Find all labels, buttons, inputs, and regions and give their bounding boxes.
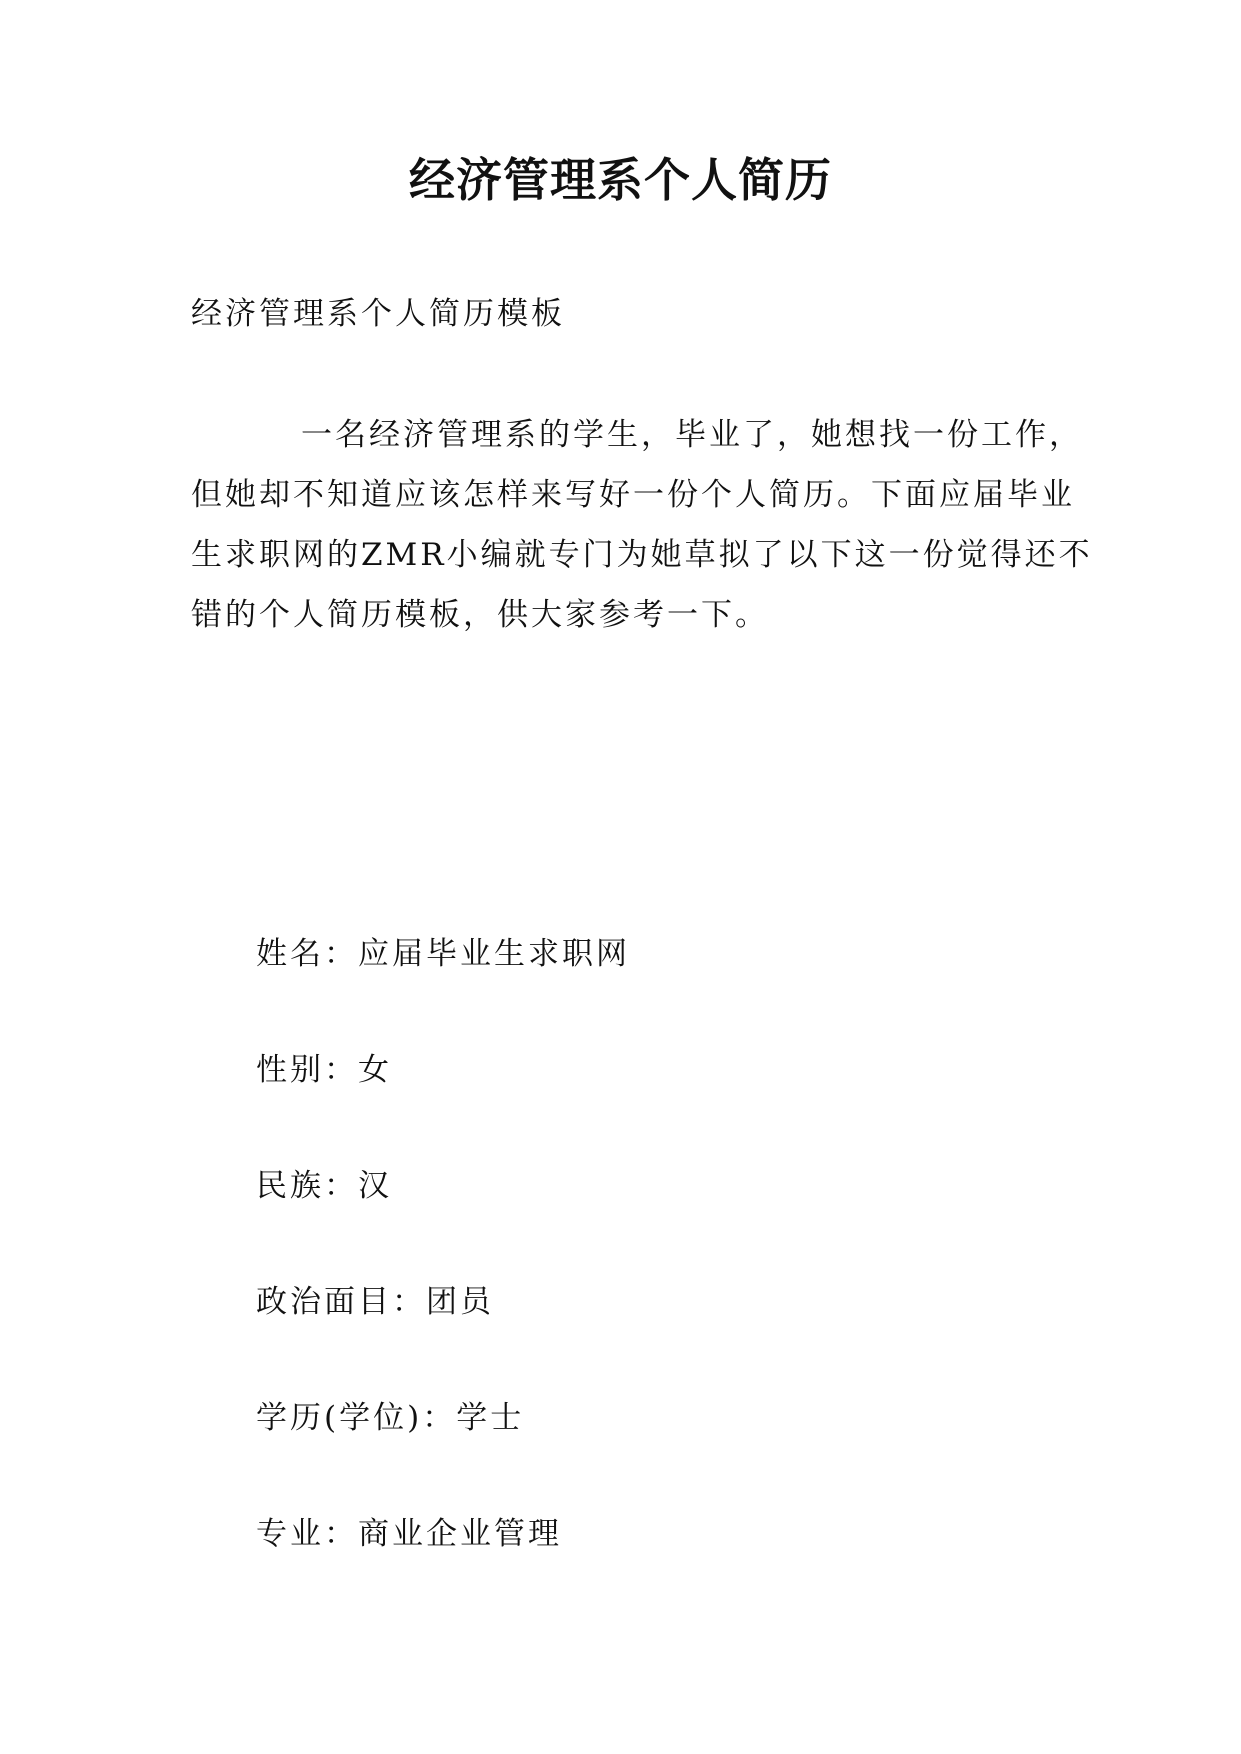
info-label: 姓名	[256, 936, 324, 972]
info-item-degree	[256, 1396, 630, 1512]
personal-info-list	[256, 932, 630, 1628]
document-subtitle: 经济管理系个人简历模板	[191, 296, 565, 332]
info-separator: ：	[324, 936, 358, 972]
intro-line: 但她却不知道应该怎样来写好一份个人简历。下面应届毕业	[191, 477, 1075, 513]
intro-line: 一名经济管理系的学生，毕业了，她想找一份工作，	[301, 417, 1083, 453]
info-separator: ：	[324, 1168, 358, 1204]
info-separator: ：	[324, 1516, 358, 1552]
info-value: 学士	[456, 1400, 525, 1436]
page-title: 经济管理系个人简历	[409, 153, 832, 207]
intro-paragraph	[191, 405, 1093, 645]
info-value: 汉	[358, 1168, 392, 1204]
info-item-major	[256, 1512, 630, 1628]
info-label: 专业	[256, 1516, 324, 1552]
info-value: 女	[358, 1052, 392, 1088]
info-item-ethnicity	[256, 1164, 630, 1280]
info-label: 政治面目	[256, 1284, 392, 1320]
info-item-gender	[256, 1048, 630, 1164]
info-label: 民族	[256, 1168, 324, 1204]
info-separator: ：	[392, 1284, 426, 1320]
info-item-political-status	[256, 1280, 630, 1396]
info-label: 学历(学位)	[256, 1400, 423, 1436]
info-separator: ：	[324, 1052, 358, 1088]
info-item-name	[256, 932, 630, 1048]
intro-line: 错的个人简历模板，供大家参考一下。	[191, 597, 769, 633]
info-separator: ：	[422, 1400, 457, 1436]
intro-line: 生求职网的ZMR小编就专门为她草拟了以下这一份觉得还不	[191, 537, 1093, 573]
info-label: 性别	[256, 1052, 324, 1088]
info-value: 团员	[426, 1284, 494, 1320]
info-value: 应届毕业生求职网	[358, 936, 630, 972]
info-value: 商业企业管理	[358, 1516, 562, 1552]
